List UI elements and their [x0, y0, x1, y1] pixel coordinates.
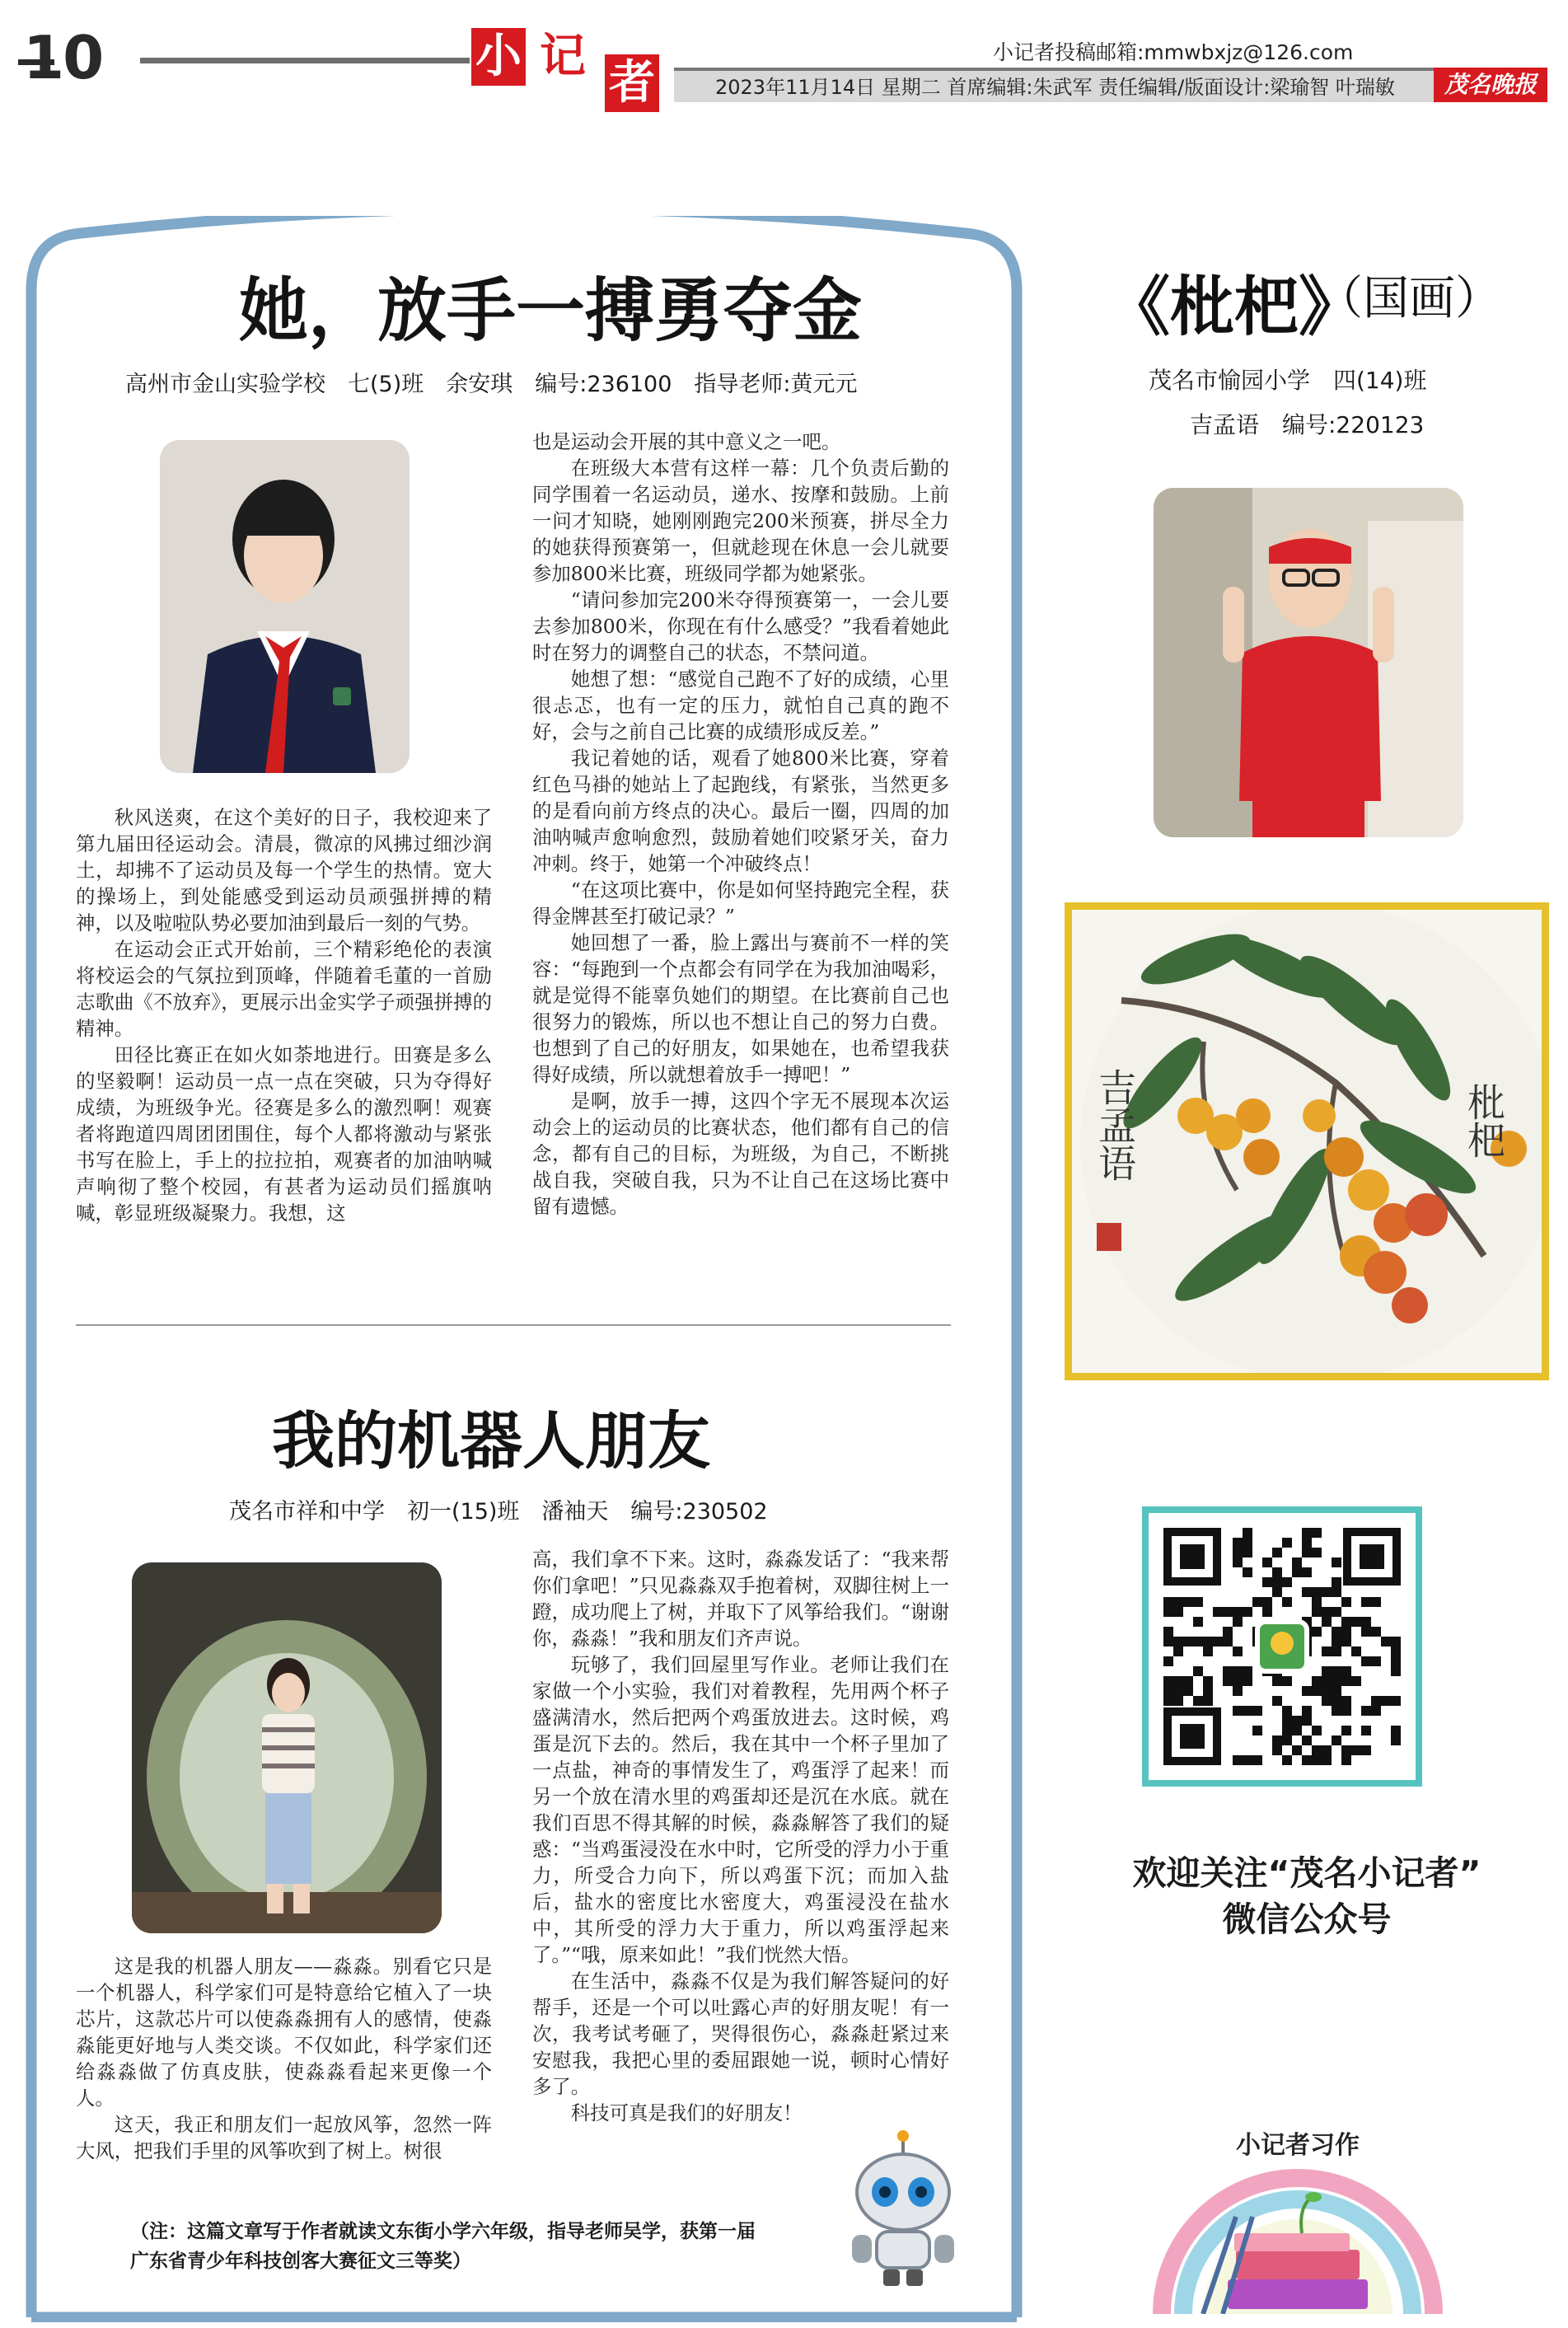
- article2-footnote: （注：这篇文章写于作者就读文东街小学六年级，指导老师吴学，获第一届广东省青少年科技创客大赛征文三等奖）: [130, 2221, 756, 2272]
- article1-para: 她想了想：“感觉自己跑不了好的成绩，心里很忐忑，也有一定的压力，就怕自己真的跑不好，会与之前自己比赛的成绩形成反差。”: [532, 667, 949, 743]
- painting-inscription-title: 枇杷: [1462, 1083, 1506, 1159]
- article2-author-photo: [132, 1562, 442, 1933]
- article1-para: 在班级大本营有这样一幕：几个负责后勤的同学围着一名运动员，递水、按摩和鼓励。上前一问才知晓，她刚刚跑完200米预赛，拼尽全力的她获得预赛第一，但就趁现在休息一会儿就要参加800米比赛，班级同学都为她紧张。: [532, 457, 949, 585]
- newspaper-logo: 茂名晚报: [1434, 68, 1547, 102]
- date-editor-line: 2023年11月14日 星期二 首席编辑:朱武军 责任编辑/版面设计:梁瑜智 叶瑞敏: [715, 76, 1395, 99]
- painting-frame: [1065, 902, 1549, 1380]
- article1-para: “在这项比赛中，你是如何坚持跑完全程，获得金牌甚至打破记录？”: [532, 878, 949, 928]
- article-divider: [76, 1324, 951, 1326]
- article1-para: 是啊，放手一搏，这四个字无不展现本次运动会上的运动员的比赛状态，他们都有自己的信念，都有自己的目标，为班级，为自己，不断挑战自我，突破自我，只为不让自己在这场比赛中留有遗憾。: [532, 1089, 949, 1218]
- loquat-painting: [1072, 910, 1542, 1373]
- article1-column-left: [76, 804, 492, 1226]
- painting-title: 《枇杷》: [1106, 269, 1364, 344]
- submission-email: 小记者投稿邮箱:mmwbxjz@126.com: [993, 40, 1354, 64]
- article2-para: 这是我的机器人朋友——淼淼。别看它只是一个机器人，科学家们可是特意给它植入了一块芯片，这款芯片可以使淼淼拥有人的感情，使淼淼能更好地与人类交谈。不仅如此，科学家们还给淼淼做了仿真皮肤，使淼淼看起来更像一个人。: [76, 1955, 492, 2110]
- welcome-line-2: 微信公众号: [1222, 1899, 1392, 1939]
- reporter-writing-badge: [1137, 2110, 1458, 2314]
- article2-column-left: [76, 1953, 492, 2164]
- article2-para: 高，我们拿不下来。这时，淼淼发话了：“我来帮你们拿吧！”只见淼淼双手抱着树，双脚往树上一蹬，成功爬上了树，并取下了风筝给我们。“谢谢你，淼淼！”我和朋友们齐声说。: [532, 1548, 949, 1650]
- painting-author: 吉孟语 编号:220123: [1190, 411, 1425, 438]
- article2-para: 科技可真是我们的好朋友！: [570, 2101, 803, 2124]
- article1-para: 田径比赛正在如火如荼地进行。田赛是多么的坚毅啊！运动员一点一点在突破，只为夺得好成绩，为班级争光。径赛是多么的激烈啊！观赛者将跑道四周团团围住，每个人都将激动与紧张书写在脸上，手上的拉拉拍，观赛者的加油呐喊声响彻了整个校园，有甚者为运动员们摇旗呐喊，彰显班级凝聚力。我想，这: [76, 1043, 492, 1225]
- article2-title: 我的机器人朋友: [272, 1404, 710, 1478]
- article2-para: 在生活中，淼淼不仅是为我们解答疑问的好帮手，还是一个可以吐露心声的好朋友呢！有一次，我考试考砸了，哭得很伤心，淼淼赶紧过来安慰我，我把心里的委屈跟她一说，顿时心情好多了。: [532, 1970, 949, 2098]
- page-number: 10: [23, 23, 103, 92]
- painting-school: 茂名市愉园小学 四(14)班: [1149, 367, 1427, 394]
- article1-para: 她回想了一番，脸上露出与赛前不一样的笑容：“每跑到一个点都会有同学在为我加油喝彩，就是觉得不能辜负她们的期望。在比赛前自己也很努力的锻炼，所以也不想让自己的努力白费。也想到了自己的好朋友，如果她在，也希望我获得好成绩，所以就想着放手一搏吧！”: [532, 931, 949, 1086]
- article1-byline: 高州市金山实验学校 七(5)班 余安琪 编号:236100 指导老师:黄元元: [125, 372, 858, 397]
- wechat-qr-code[interactable]: [1142, 1506, 1422, 1787]
- article2-column-right: [532, 1546, 949, 2126]
- article2-para: 玩够了，我们回屋里写作业。老师让我们在家做一个小实验，我们对着教程，先用两个杯子盛满清水，然后把两个鸡蛋放进去。这时候，鸡蛋是沉下去的。然后，我在其中一个杯子里加了一点盐，神奇的事情发生了，鸡蛋浮了起来！而另一个放在清水里的鸡蛋却还是沉在水底。就在我们百思不得其解的时候，淼淼解答了我们的疑惑：“当鸡蛋浸没在水中时，它所受的浮力小于重力，所受合力向下，所以鸡蛋下沉；而加入盐后，盐水的密度比水密度大，鸡蛋浸没在盐水中，其所受的浮力大于重力，所以鸡蛋浮起来了。”“哦，原来如此！”我们恍然大悟。: [532, 1653, 949, 1966]
- article1-para: 在运动会正式开始前，三个精彩绝伦的表演将校运会的气氛拉到顶峰，伴随着毛董的一首励志歌曲《不放弃》，更展示出金实学子顽强拼搏的精神。: [76, 938, 492, 1040]
- section-char-3: 者: [605, 54, 659, 112]
- article1-para: “请问参加完200米夺得预赛第一，一会儿要去参加800米，你现在有什么感受？”我看着她此时在努力的调整自己的状态，不禁问道。: [532, 588, 949, 664]
- article1-para: 我记着她的话，观看了她800米比赛，穿着红色马褂的她站上了起跑线，有紧张，当然更多的是看向前方终点的决心。最后一圈，四周的加油呐喊声愈响愈烈，鼓励着她们咬紧牙关，奋力冲刺。终于，她第一个冲破终点！: [532, 747, 949, 875]
- welcome-line-1: 欢迎关注“茂名小记者”: [1132, 1853, 1481, 1893]
- robot-illustration: [847, 2129, 959, 2291]
- article2-para: 这天，我正和朋友们一起放风筝，忽然一阵大风，把我们手里的风筝吹到了树上。树很: [76, 2113, 492, 2162]
- article1-author-photo: [160, 440, 410, 773]
- article1-para: 也是运动会开展的其中意义之一吧。: [532, 430, 841, 453]
- painting-author-photo: [1154, 488, 1463, 837]
- badge-label: 小记者习作: [1236, 2131, 1360, 2160]
- painting-subtitle: （国画）: [1317, 272, 1501, 326]
- article2-byline: 茂名市祥和中学 初一(15)班 潘袖天 编号:230502: [229, 1499, 768, 1525]
- article1-para: 秋风送爽，在这个美好的日子，我校迎来了第九届田径运动会。清晨，微凉的风拂过细沙润土，却拂不了运动员及每一个学生的热情。宽大的操场上，到处能感受到运动员顽强拼搏的精神，以及啦啦队势必要加油到最后一刻的气势。: [76, 806, 492, 934]
- article1-title: 她，放手一搏勇夺金: [239, 270, 863, 351]
- painting-inscription-author: 吉孟语: [1093, 1068, 1137, 1182]
- section-char-1: 小: [471, 28, 526, 86]
- article1-column-right: [532, 429, 949, 1220]
- section-char-2: 记: [536, 28, 590, 86]
- header-rule: [140, 58, 470, 63]
